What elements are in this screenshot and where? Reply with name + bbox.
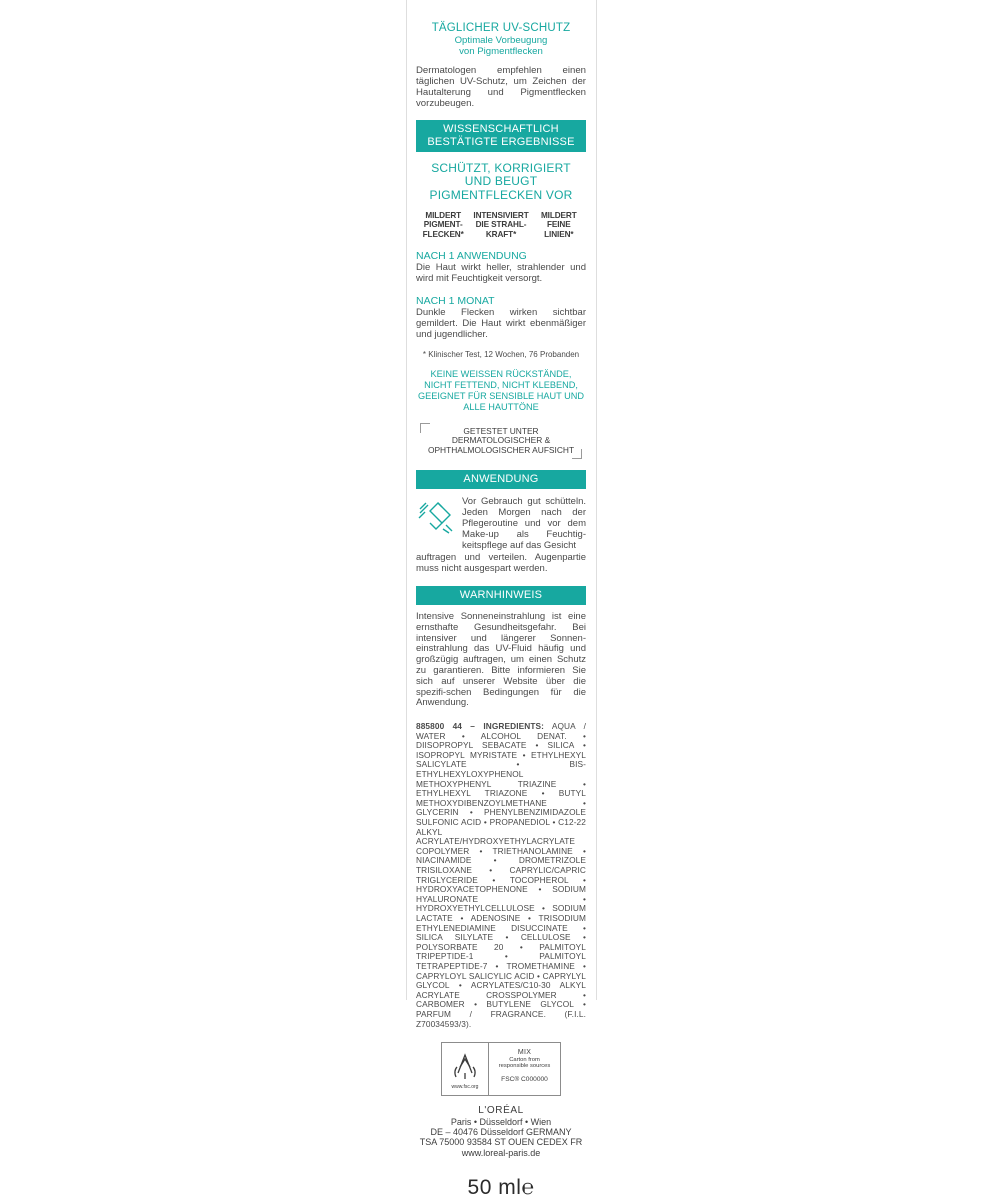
benefit-line2: PIGMENT- xyxy=(423,220,463,230)
panel-edge-right xyxy=(596,0,597,1000)
claim-line3: PIGMENTFLECKEN VOR xyxy=(429,187,573,202)
after-one-use-text: Die Haut wirkt heller, strahlender und wird mit Feuchtigkeit versorgt. xyxy=(416,261,586,284)
fsc-source-line2: responsible sources xyxy=(498,1063,551,1070)
benefit-column xyxy=(473,211,528,239)
application-bar: ANWENDUNG xyxy=(416,470,586,489)
fsc-code: FSC® C000000 xyxy=(501,1075,548,1083)
claim-block xyxy=(416,162,586,203)
benefit-columns xyxy=(416,211,586,239)
product-title-line1: TÄGLICHER UV-SCHUTZ xyxy=(431,22,571,34)
fsc-mix-label: MIX xyxy=(517,1049,532,1057)
benefit-line3: KRAFT* xyxy=(485,229,517,239)
dermatological-test-box xyxy=(420,423,582,460)
results-bar-line2: BESTÄTIGTE ERGEBNISSE xyxy=(427,135,575,148)
warning-text: Intensive Sonneneinstrahlung ist eine ernsthafte Gesundheitsgefahr. Bei intensiver und längerer Sonnen-einstrahlung das UV-Fluid häufig und großzügig auftragen, um einen Schutz zu garantieren. Bitte informieren Sie sich auf unserer Website über die spezifi-schen Bedingungen für die Anwendung. xyxy=(416,610,586,709)
company-brand: L'ORÉAL xyxy=(478,1105,524,1117)
ingredients-code: 885800 44 – INGREDIENTS: xyxy=(416,721,544,732)
application-row xyxy=(416,497,586,551)
ingredients-block xyxy=(416,722,586,1029)
benefit-column xyxy=(532,211,586,239)
benefit-column xyxy=(416,211,470,239)
warning-bar: WARNHINWEIS xyxy=(416,586,586,605)
results-bar-line1: WISSENSCHAFTLICH xyxy=(443,122,559,135)
after-one-month-heading: NACH 1 MONAT xyxy=(416,295,495,308)
company-website: www.loreal-paris.de xyxy=(461,1147,541,1158)
claim-line1: SCHÜTZT, KORRIGIERT xyxy=(431,160,571,175)
after-one-month-text: Dunkle Flecken wirken sichtbar gemildert. Die Haut wirkt ebenmäßiger und jugendlicher. xyxy=(416,307,586,341)
fsc-source-line1: Carton from xyxy=(509,1056,540,1063)
claim-line2: UND BEUGT xyxy=(464,174,538,188)
company-address1: DE – 40476 Düsseldorf GERMANY xyxy=(430,1126,572,1137)
application-text-bottom: auftragen und verteilen. Augenpartie muss nicht ausgespart werden. xyxy=(416,552,586,575)
after-one-use-heading: NACH 1 ANWENDUNG xyxy=(416,249,527,262)
shake-bottle-icon xyxy=(416,497,456,540)
results-bar xyxy=(416,120,586,152)
fsc-tree-icon xyxy=(442,1043,489,1095)
panel-content xyxy=(406,0,596,1200)
derm-box-line2: OPHTHALMOLOGISCHER AUFSICHT xyxy=(427,444,575,455)
benefit-line2: FEINE xyxy=(546,220,571,230)
product-title-line3: von Pigmentflecken xyxy=(459,45,543,57)
net-volume: 50 ml℮ xyxy=(467,1176,535,1200)
benefit-line3: LINIEN* xyxy=(544,229,574,239)
application-text-top: Vor Gebrauch gut schütteln. Jeden Morgen nach der Pflegeroutine und vor dem Make-up als Feuchtig-keitspflege auf das Gesicht xyxy=(462,496,586,551)
svg-text:www.fsc.org: www.fsc.org xyxy=(451,1084,479,1091)
benefit-line3: FLECKEN* xyxy=(422,229,464,239)
product-title-block xyxy=(416,22,586,57)
derm-box-line1: GETESTET UNTER DERMATOLOGISCHER & xyxy=(451,425,551,446)
benefit-line1: MILDERT xyxy=(540,211,577,220)
study-note: * Klinischer Test, 12 Wochen, 76 Probanden xyxy=(422,349,580,359)
product-title-line2: Optimale Vorbeugung xyxy=(454,34,548,46)
benefit-line2: DIE STRAHL- xyxy=(475,220,527,230)
company-cities: Paris • Düsseldorf • Wien xyxy=(450,1116,552,1127)
fsc-text xyxy=(489,1043,560,1095)
benefit-line1: MILDERT xyxy=(425,211,462,220)
company-block xyxy=(416,1106,586,1158)
fsc-label xyxy=(441,1042,561,1096)
company-address2: TSA 75000 93584 ST OUEN CEDEX FR xyxy=(419,1137,583,1148)
intro-paragraph: Dermatologen empfehlen einen täglichen UV-Schutz, um Zeichen der Hautalterung und Pigmentflecken vorzubeugen. xyxy=(416,64,586,109)
ingredients-list: AQUA / WATER • ALCOHOL DENAT. • DIISOPROPYL SEBACATE • SILICA • ISOPROPYL MYRISTATE • ETHYLHEXYL SALICYLATE • BIS-ETHYLHEXYLOXYPHENOL METHOXYPHENYL TRIAZINE • ETHYLHEXYL TRIAZONE • BUTYL METHOXYDIBENZOYLMETHANE • GLYCERIN • PHENYLBENZIMIDAZOLE SULFONIC ACID • PROPANEDIOL • C12-22 ALKYL ACRYLATE/HYDROXYETHYLACRYLATE COPOLYMER • TRIETHANOLAMINE • NIACINAMIDE • DROMETRIZOLE TRISILOXANE • CAPRYLIC/CAPRIC TRIGLYCERIDE • TOCOPHEROL • HYDROXYACETOPHENONE • SODIUM HYALURONATE • HYDROXYETHYLCELLULOSE • SODIUM LACTATE • ADENOSINE • TRISODIUM ETHYLENEDIAMINE DISUCCINATE • SILICA SILYLATE • CELLULOSE • POLYSORBATE 20 • PALMITOYL TRIPEPTIDE-1 • PALMITOYL TETRAPEPTIDE-7 • TROMETHAMINE • CAPRYLOYL SALICYLIC ACID • CAPRYLYL GLYCOL • ACRYLATES/C10-30 ALKYL ACRYLATE CROSSPOLYMER • CARBOMER • BUTYLENE GLYCOL • PARFUM / FRAGRANCE. (F.I.L. Z70034593/3). xyxy=(416,721,587,1029)
benefit-line1: INTENSIVIERT xyxy=(473,211,529,220)
texture-claims: KEINE WEISSEN RÜCKSTÄNDE, NICHT FETTEND, NICHT KLEBEND, GEEIGNET FÜR SENSIBLE HAUT UND ALLE HAUTTÖNE xyxy=(417,369,585,412)
